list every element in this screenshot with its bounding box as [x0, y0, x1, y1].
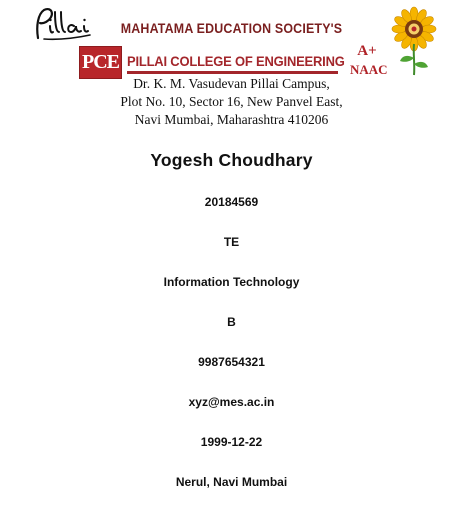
academic-year: TE — [223, 235, 240, 249]
college-letterhead — [0, 0, 463, 135]
phone-number: 9987654321 — [198, 355, 265, 369]
naac-grade-value: A+ — [357, 43, 377, 59]
college-name-underline — [127, 71, 338, 74]
address-line-1: Dr. K. M. Vasudevan Pillai Campus, — [133, 76, 330, 91]
pce-logo: PCE — [79, 46, 122, 79]
address-line-2: Plot No. 10, Sector 16, New Panvel East, — [120, 94, 343, 109]
division: B — [227, 315, 236, 329]
college-name: PILLAI COLLEGE OF ENGINEERING — [127, 54, 345, 69]
residential-address: Nerul, Navi Mumbai — [175, 475, 288, 489]
naac-grade — [350, 43, 388, 77]
naac-label: NAAC — [350, 62, 388, 77]
sunflower-emblem-icon — [391, 6, 437, 76]
roll-number: 20184569 — [204, 195, 259, 209]
date-of-birth: 1999-12-22 — [200, 435, 263, 449]
student-name: Yogesh Choudhary — [150, 150, 313, 170]
department: Information Technology — [163, 275, 300, 289]
society-name: MAHATAMA EDUCATION SOCIETY'S — [120, 21, 343, 36]
email-address: xyz@mes.ac.in — [188, 395, 275, 409]
college-address — [0, 75, 463, 129]
address-line-3: Navi Mumbai, Maharashtra 410206 — [134, 112, 329, 127]
